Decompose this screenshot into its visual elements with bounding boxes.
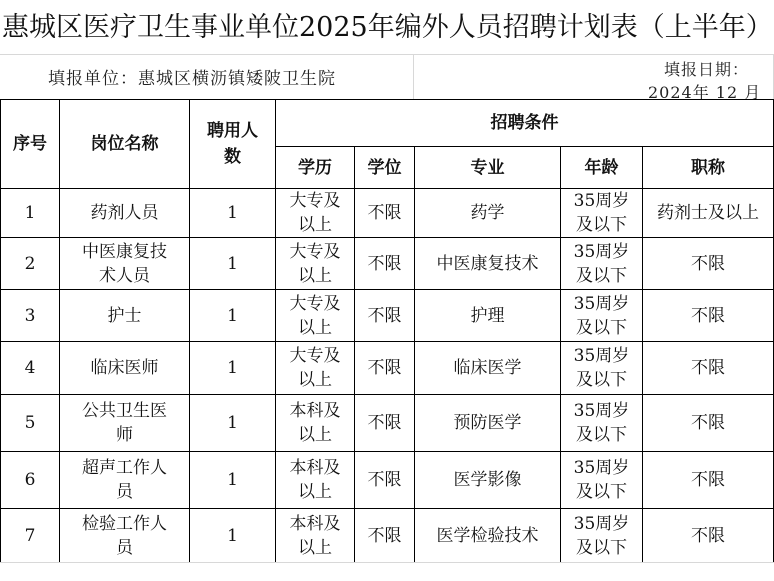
- cell-age: 35周岁及以下: [561, 509, 643, 563]
- cell-age: 35周岁及以下: [561, 452, 643, 509]
- header-count: 聘用人数: [190, 100, 276, 189]
- cell-degree: 不限: [355, 509, 415, 563]
- grid-line: [413, 54, 414, 100]
- header-seq: 序号: [1, 100, 60, 189]
- cell-education: 本科及以上: [276, 395, 355, 452]
- cell-title-requirement: 不限: [643, 290, 774, 342]
- cell-major: 中医康复技术: [415, 238, 561, 290]
- cell-seq: 6: [1, 452, 60, 509]
- table-row: [1, 342, 774, 395]
- cell-position: 超声工作人员: [60, 452, 190, 509]
- table-row: [1, 189, 774, 238]
- cell-count: 1: [190, 189, 276, 238]
- cell-seq: 7: [1, 509, 60, 563]
- cell-degree: 不限: [355, 290, 415, 342]
- reporting-unit: 填报单位：惠城区横沥镇矮陂卫生院: [48, 69, 336, 89]
- cell-seq: 5: [1, 395, 60, 452]
- recruitment-table: [0, 99, 774, 563]
- cell-count: 1: [190, 342, 276, 395]
- cell-title-requirement: 不限: [643, 238, 774, 290]
- cell-education: 大专及以上: [276, 290, 355, 342]
- cell-age: 35周岁及以下: [561, 290, 643, 342]
- page-title: 惠城区医疗卫生事业单位2025年编外人员招聘计划表（上半年）: [2, 12, 773, 43]
- cell-count: 1: [190, 290, 276, 342]
- reporting-date-label: 填报日期：: [664, 60, 750, 79]
- cell-degree: 不限: [355, 342, 415, 395]
- cell-education: 大专及以上: [276, 189, 355, 238]
- cell-age: 35周岁及以下: [561, 342, 643, 395]
- cell-count: 1: [190, 238, 276, 290]
- cell-major: 护理: [415, 290, 561, 342]
- cell-title-requirement: 不限: [643, 509, 774, 563]
- cell-title-requirement: 不限: [643, 342, 774, 395]
- header-title-requirement: 职称: [643, 147, 774, 189]
- grid-line: [0, 54, 774, 55]
- cell-education: 本科及以上: [276, 509, 355, 563]
- table-row: [1, 290, 774, 342]
- cell-title-requirement: 不限: [643, 395, 774, 452]
- cell-education: 本科及以上: [276, 452, 355, 509]
- header-degree: 学位: [355, 147, 415, 189]
- cell-major: 临床医学: [415, 342, 561, 395]
- cell-age: 35周岁及以下: [561, 189, 643, 238]
- cell-position: 中医康复技术人员: [60, 238, 190, 290]
- table-row: [1, 452, 774, 509]
- cell-position: 护士: [60, 290, 190, 342]
- cell-position: 公共卫生医师: [60, 395, 190, 452]
- cell-age: 35周岁及以下: [561, 395, 643, 452]
- cell-degree: 不限: [355, 238, 415, 290]
- table-row: [1, 238, 774, 290]
- cell-major: 医学检验技术: [415, 509, 561, 563]
- cell-degree: 不限: [355, 189, 415, 238]
- cell-seq: 3: [1, 290, 60, 342]
- header-major: 专业: [415, 147, 561, 189]
- cell-major: 医学影像: [415, 452, 561, 509]
- cell-age: 35周岁及以下: [561, 238, 643, 290]
- cell-count: 1: [190, 395, 276, 452]
- cell-count: 1: [190, 509, 276, 563]
- cell-position: 检验工作人员: [60, 509, 190, 563]
- cell-position: 临床医师: [60, 342, 190, 395]
- cell-education: 大专及以上: [276, 238, 355, 290]
- cell-title-requirement: 药剂士及以上: [643, 189, 774, 238]
- cell-count: 1: [190, 452, 276, 509]
- cell-degree: 不限: [355, 395, 415, 452]
- header-education: 学历: [276, 147, 355, 189]
- cell-seq: 1: [1, 189, 60, 238]
- cell-major: 药学: [415, 189, 561, 238]
- reporting-date-value: 2024年 12 月: [648, 83, 762, 102]
- grid-line: [0, 562, 774, 563]
- cell-seq: 4: [1, 342, 60, 395]
- cell-seq: 2: [1, 238, 60, 290]
- cell-title-requirement: 不限: [643, 452, 774, 509]
- header-conditions: 招聘条件: [276, 100, 774, 147]
- table-row: [1, 395, 774, 452]
- cell-degree: 不限: [355, 452, 415, 509]
- header-age: 年龄: [561, 147, 643, 189]
- header-position: 岗位名称: [60, 100, 190, 189]
- cell-position: 药剂人员: [60, 189, 190, 238]
- table-row: [1, 509, 774, 563]
- cell-education: 大专及以上: [276, 342, 355, 395]
- cell-major: 预防医学: [415, 395, 561, 452]
